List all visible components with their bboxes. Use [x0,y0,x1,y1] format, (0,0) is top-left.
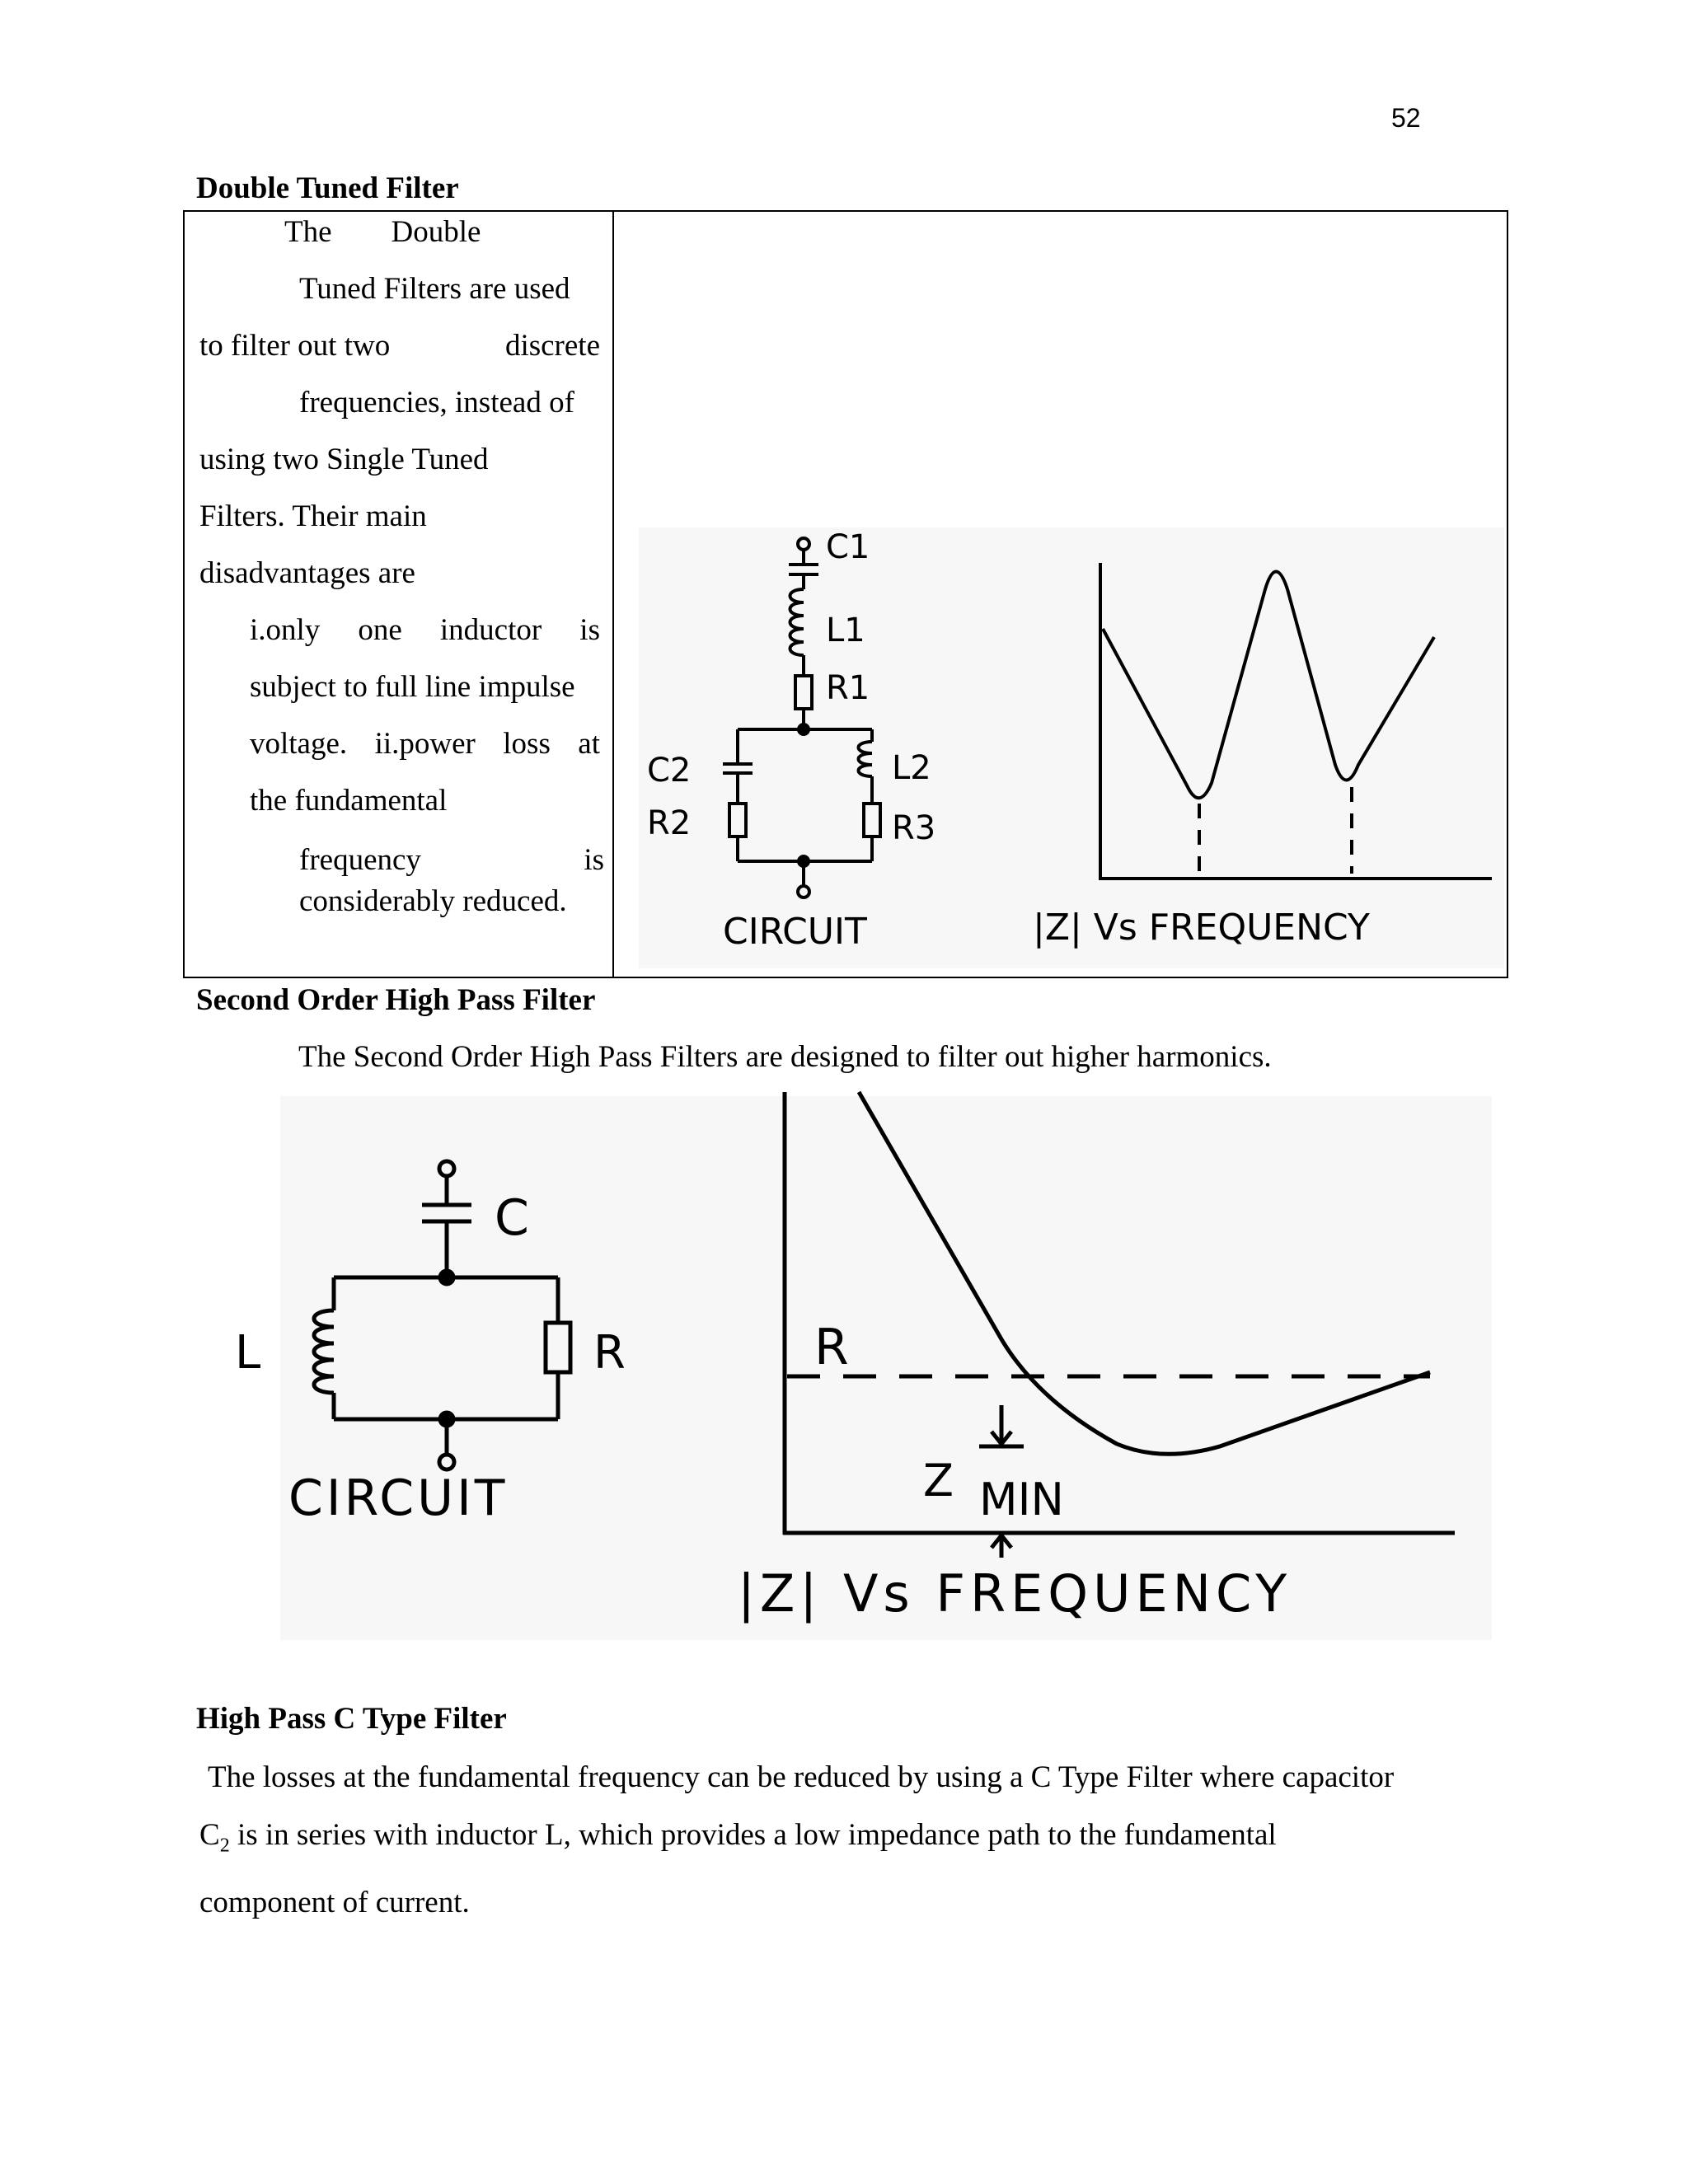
inductor-l [314,1310,334,1393]
label-l2: L2 [892,749,931,787]
inductor-l1 [790,589,804,655]
text-line: frequencies, instead of [299,386,574,419]
node-dot [799,724,809,734]
graph-caption: |Z| Vs FREQUENCY [738,1563,1292,1624]
double-tuned-figure [635,519,1507,972]
text-line: Tuned Filters are used [299,272,570,306]
text-line: frequency is [299,843,604,877]
inductor-l2 [859,742,873,776]
terminal [439,1161,454,1176]
text-line: the fundamental [250,784,448,818]
resistor-r3 [864,804,880,837]
text-line: i.only one inductor is [250,613,600,647]
label-r3: R3 [892,809,936,847]
graph-caption: |Z| Vs FREQUENCY [1033,907,1370,949]
circuit-caption: CIRCUIT [723,911,867,953]
section-heading-c-type: High Pass C Type Filter [196,1702,507,1736]
resistor-r [546,1323,570,1372]
impedance-curve [1103,572,1434,799]
zmin-sub-label: MIN [979,1474,1064,1526]
section-heading-double-tuned: Double Tuned Filter [196,171,459,205]
c-type-paragraph [199,1749,1489,1932]
resistor-r2 [729,804,746,837]
terminal [798,886,809,898]
label-c: C [495,1189,529,1247]
label-c2: C2 [647,752,692,790]
section-heading-second-order: Second Order High Pass Filter [196,983,596,1017]
zmin-z-label: Z [923,1455,954,1507]
text-line: to filter out two discrete [199,329,600,363]
r-level-label: R [814,1319,849,1376]
text-line: using two Single Tuned [199,443,489,476]
table-column-divider [612,212,614,977]
label-l: L [235,1326,261,1380]
text-line: voltage. ii.power loss at [250,727,600,761]
text-line: Filters. Their main [199,499,427,533]
paragraph: The Second Order High Pass Filters are designed to filter out higher harmonics. [298,1040,1272,1074]
terminal [798,538,809,550]
text-line: The Double [284,215,481,249]
terminal [439,1455,454,1469]
label-l1: L1 [826,612,865,649]
resistor-r1 [795,676,812,709]
impedance-curve [859,1092,1430,1454]
text-line: considerably reduced. [299,884,567,918]
label-r: R [593,1326,626,1380]
label-r2: R2 [647,804,692,842]
page-number: 52 [1391,103,1421,133]
paragraph-line: $C_2$ is in series with inductor L, which provides a low impedance path to the fundamental [199,1818,1277,1857]
label-c1: C1 [826,528,870,566]
text-line: disadvantages are [199,556,415,590]
circuit-caption: CIRCUIT [288,1469,509,1527]
second-order-figure [223,1088,1508,1648]
label-r1: R1 [826,669,870,707]
text-line: subject to full line impulse [250,670,575,704]
paragraph-line: component of current. [199,1886,470,1920]
paragraph-line: The losses at the fundamental frequency can be reduced by using a C Type Filter where capacitor [208,1760,1395,1794]
